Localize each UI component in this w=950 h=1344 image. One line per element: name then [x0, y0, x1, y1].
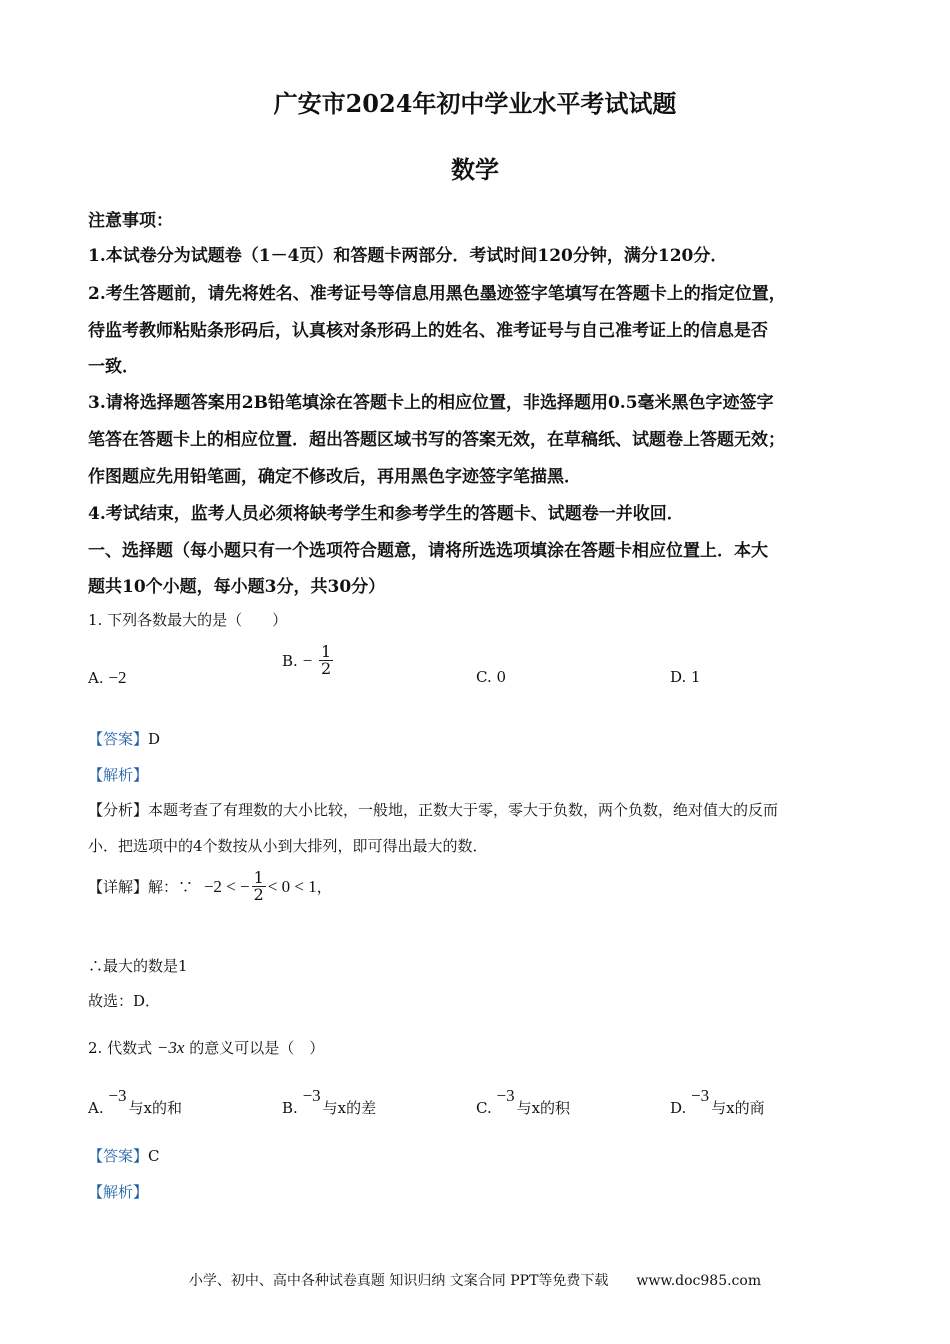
q2-option-a — [88, 1086, 182, 1118]
q1-detail-numerator: 1 — [253, 868, 264, 887]
subject-title: 数学 — [451, 155, 499, 184]
q2-option-b-label: B. — [282, 1099, 298, 1117]
q1-detail-denominator: 2 — [253, 885, 264, 904]
notice-line-1: 1.本试卷分为试题卷（1－4页）和答题卡两部分．考试时间120分钟，满分120分． — [88, 246, 728, 266]
q1-fenxi-line-2: 小．把选项中的4个数按从小到大排列，即可得出最大的数． — [88, 837, 488, 855]
notice-line-7: 作图题应先用铅笔画，确定不修改后，再用黑色字迹签字笔描黑． — [88, 467, 581, 487]
q1-detail-pre: 解：∵ — [148, 878, 194, 896]
notice-line-4: 一致． — [88, 357, 139, 377]
q2-option-c-number: −3 — [496, 1086, 515, 1105]
q2-option-d-number: −3 — [691, 1086, 710, 1105]
q1-analysis-tag: 【解析】 — [88, 766, 149, 784]
q1-option-a-label: A. — [88, 669, 104, 687]
q1-stem: 1. 下列各数最大的是（ ） — [88, 611, 288, 629]
q1-answer — [88, 728, 160, 749]
q1-detail-comma: ， — [316, 878, 332, 896]
q2-option-c-text: 与x的积 — [516, 1099, 571, 1117]
q2-answer-value: C — [148, 1147, 160, 1165]
exam-title: 广安市2024年初中学业水平考试试题 — [273, 89, 677, 118]
notice-heading: 注意事项： — [88, 211, 173, 231]
q1-option-c: C. 0 — [476, 668, 507, 686]
q2-analysis-tag: 【解析】 — [88, 1183, 149, 1201]
q2-option-d-text: 与x的商 — [711, 1099, 765, 1117]
q2-option-a-label: A. — [88, 1099, 104, 1117]
q1-option-b-denominator: 2 — [320, 659, 332, 678]
notice-line-2: 2.考生答题前，请先将姓名、准考证号等信息用黑色墨迹签字笔填写在答题卡上的指定位置， — [88, 284, 786, 304]
q1-answer-value: D — [148, 730, 161, 748]
q2-stem-pre: 2. 代数式 — [88, 1039, 153, 1057]
notice-line-8: 4.考试结束，监考人员必须将缺考学生和参考学生的答题卡、试题卷一并收回． — [88, 504, 684, 524]
notice-line-6: 笔答在答题卡上的相应位置．超出答题区域书写的答案无效，在草稿纸、试题卷上答题无效； — [88, 430, 785, 450]
q1-detail-tag: 【详解】 — [88, 878, 149, 896]
q2-answer-tag: 【答案】 — [88, 1147, 149, 1165]
q2-option-a-text: 与x的和 — [128, 1099, 182, 1117]
q1-option-b-label: B. — [282, 651, 298, 670]
page-footer: 小学、初中、高中各种试卷真题 知识归纳 文案合同 PPT等免费下载 www.doc985.com — [188, 1273, 762, 1289]
q2-stem — [88, 1037, 324, 1058]
q1-detail-left: −2 < − — [203, 876, 250, 896]
q2-stem-post: 的意义可以是（ ） — [189, 1039, 325, 1057]
q1-option-b-fraction — [319, 644, 333, 677]
q2-answer — [88, 1145, 160, 1166]
q1-fenxi-text-1: 本题考查了有理数的大小比较，一般地，正数大于零，零大于负数，两个负数，绝对值大的反而 — [148, 801, 779, 819]
q1-answer-tag: 【答案】 — [88, 730, 149, 748]
q1-option-b-numerator: 1 — [320, 642, 332, 661]
q1-choice: 故选：D． — [88, 992, 161, 1010]
q2-option-c — [476, 1086, 571, 1118]
notice-line-3: 待监考教师粘贴条形码后，认真核对条形码上的姓名、准考证号与自己准考证上的信息是否 — [88, 321, 768, 341]
q1-fenxi-tag: 【分析】 — [88, 801, 149, 819]
q2-option-d — [670, 1086, 765, 1118]
q2-option-b-text: 与x的差 — [322, 1099, 377, 1117]
q1-option-b-sign: − — [302, 650, 313, 670]
q1-conclusion: ∴最大的数是1 — [88, 957, 188, 975]
q1-detail — [88, 870, 332, 903]
q2-option-a-number: −3 — [108, 1086, 127, 1105]
q1-option-a — [88, 668, 126, 688]
q1-option-d: D. 1 — [670, 668, 701, 686]
section-heading-line-1: 一、选择题（每小题只有一个选项符合题意，请将所选选项填涂在答题卡相应位置上．本大 — [88, 541, 768, 561]
q1-option-a-value: −2 — [108, 668, 127, 687]
section-heading-line-2: 题共10个小题，每小题3分，共30分） — [88, 577, 386, 597]
q2-option-b-number: −3 — [302, 1086, 321, 1105]
q1-option-b — [282, 644, 335, 677]
q1-fenxi-line-1 — [88, 799, 778, 820]
q2-option-c-label: C. — [476, 1099, 492, 1117]
q2-option-d-label: D. — [670, 1099, 687, 1117]
q1-detail-fraction — [252, 870, 266, 903]
q2-option-b — [282, 1086, 377, 1118]
q1-detail-right: < 0 < 1 — [267, 876, 317, 896]
q2-stem-expression: −3x — [156, 1038, 185, 1057]
notice-line-5: 3.请将选择题答案用2B铅笔填涂在答题卡上的相应位置，非选择题用0.5毫米黑色字迹签字 — [88, 393, 774, 413]
